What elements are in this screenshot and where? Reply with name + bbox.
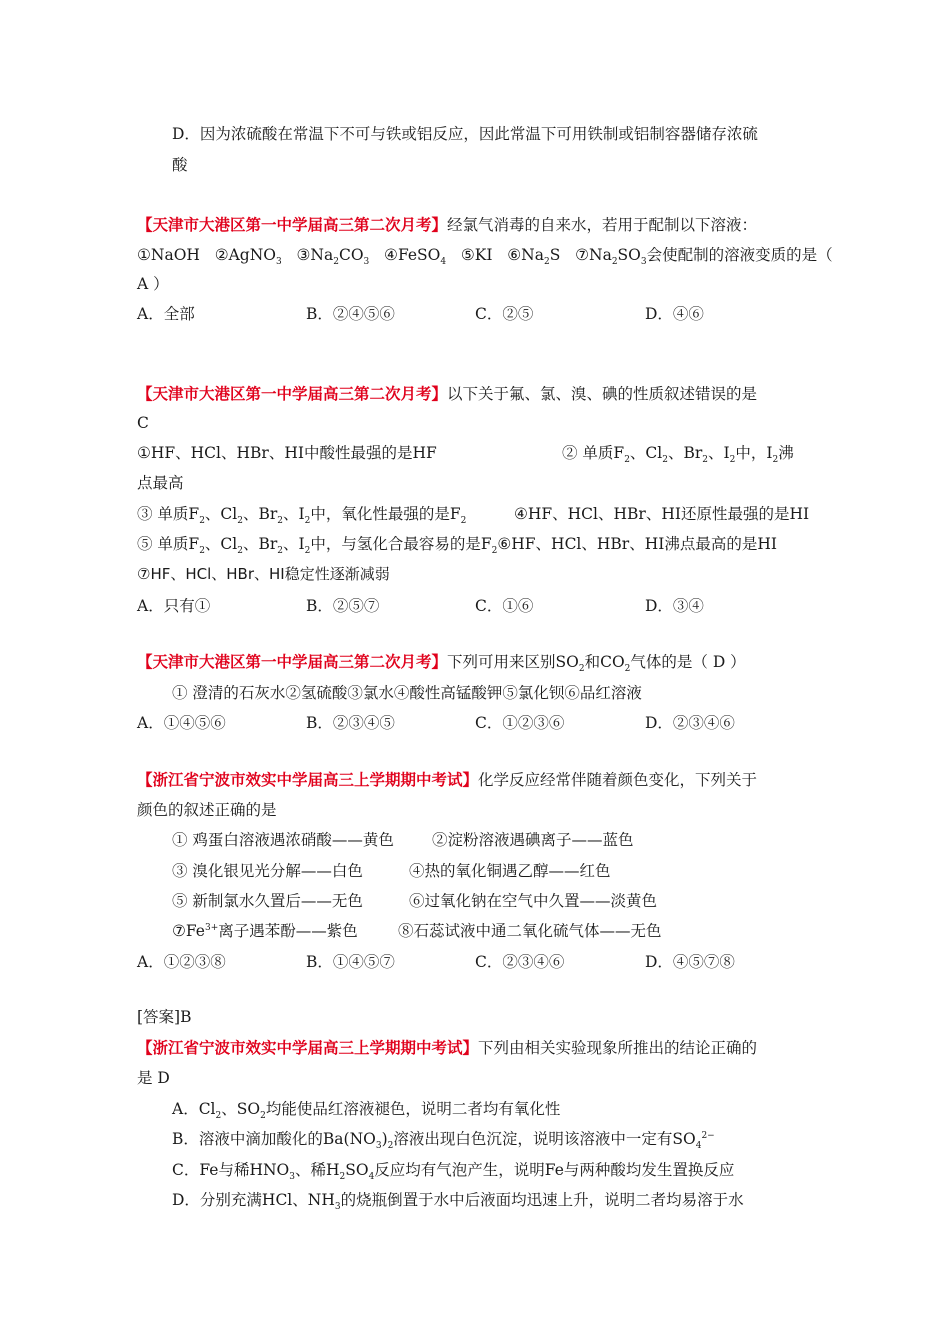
- q5-source: 【浙江省宁波市效实中学届高三上学期期中考试】: [137, 1039, 479, 1057]
- q4-item-7: $⑦Fe^{3+}$离子遇苯酚——紫色: [172, 922, 358, 940]
- q2-option-c: C．①⑥: [475, 597, 534, 615]
- q3-source: 【天津市大港区第一中学届高三第二次月考】: [137, 653, 448, 671]
- prev-option-d-line2: 酸: [172, 156, 188, 174]
- q2-statement-4: ④HF、HCl、HBr、HI还原性最强的是HI: [514, 505, 810, 523]
- q4-item-6: ⑥过氧化钠在空气中久置——淡黄色: [409, 892, 658, 910]
- q2-source: 【天津市大港区第一中学届高三第二次月考】: [137, 385, 448, 403]
- q4-stem-cont: 颜色的叙述正确的是: [137, 801, 277, 819]
- q1-answer: A ）: [137, 275, 169, 293]
- q3-option-a: A．①④⑤⑥: [137, 714, 226, 732]
- q2-stem: 以下关于氟、氯、溴、碘的性质叙述错误的是: [447, 385, 758, 403]
- q3-option-c: C．①②③⑥: [475, 714, 565, 732]
- q4-item-2: ②淀粉溶液遇碘离子——蓝色: [432, 831, 634, 849]
- q5-option-b: B．溶液中滴加酸化的$Ba(NO_3)_2$溶液出现白色沉淀，说明该溶液中一定有$SO_4^{2-}$: [172, 1130, 715, 1152]
- q1-source: 【天津市大港区第一中学届高三第二次月考】: [137, 216, 448, 234]
- q1-stem: 经氯气消毒的自来水，若用于配制以下溶液：: [447, 216, 758, 234]
- q1-option-a: A．全部: [137, 305, 195, 323]
- q1-items: ①NaOH ②AgNO$_3$ $③Na_2CO_3$ ④FeSO$_4$ ⑤KI $⑥Na_2S$ $⑦Na_2SO_3$会使配制的溶液变质的是（: [137, 246, 833, 268]
- q5-option-c: C．Fe与稀$HNO_3$、稀$H_2SO_4$反应均有气泡产生，说明Fe与两种酸均发生置换反应: [172, 1161, 735, 1183]
- q4-source: 【浙江省宁波市效实中学届高三上学期期中考试】: [137, 771, 479, 789]
- q2-statement-7: ⑦HF、HCl、HBr、HI稳定性逐渐减弱: [137, 565, 390, 583]
- q4-option-c: C．②③④⑥: [475, 953, 565, 971]
- q3-header: 【天津市大港区第一中学届高三第二次月考】下列可用来区别$SO_2$和$CO_2$气体的是（ D ）: [137, 653, 746, 675]
- q3-option-d: D．②③④⑥: [645, 714, 735, 732]
- q2-statement-5: ⑤ 单质$F_2$、$Cl_2$、$Br_2$、$I_2$中，与氢化合最容易的是$F_2⑥HF$、HCl、HBr、HI沸点最高的是HI: [137, 535, 777, 557]
- q1-option-b: B．②④⑤⑥: [306, 305, 395, 323]
- q4-header: 【浙江省宁波市效实中学届高三上学期期中考试】化学反应经常伴随着颜色变化，下列关于: [137, 771, 758, 789]
- q5-stem-cont: 是 D: [137, 1069, 170, 1087]
- q3-option-b: B．②③④⑤: [306, 714, 395, 732]
- q4-item-8: ⑧石蕊试液中通二氧化硫气体——无色: [398, 922, 662, 940]
- q4-item-3: ③ 溴化银见光分解——白色: [172, 862, 363, 880]
- q2-statement-1: ①HF、HCl、HBr、HI中酸性最强的是HF: [137, 444, 437, 462]
- q4-option-a: A．①②③⑧: [137, 953, 226, 971]
- prev-option-d-line1: D．因为浓硫酸在常温下不可与铁或铝反应，因此常温下可用铁制或铝制容器储存浓硫: [172, 125, 758, 143]
- q3-items: ① 澄清的石灰水②氢硫酸③氯水④酸性高锰酸钾⑤氯化钡⑥品红溶液: [172, 684, 642, 702]
- q5-header: 【浙江省宁波市效实中学届高三上学期期中考试】下列由相关实验现象所推出的结论正确的: [137, 1039, 758, 1057]
- q2-statement-3: ③ 单质$F_2$、$Cl_2$、$Br_2$、$I_2$中，氧化性最强的是$F_2$: [137, 505, 467, 527]
- q4-option-d: D．④⑤⑦⑧: [645, 953, 735, 971]
- q2-statement-2-cont: 点最高: [137, 474, 184, 492]
- q2-statement-2: ② 单质$F_2$、$Cl_2$、$Br_2$、$I_2$中，$I_2$沸: [562, 444, 794, 466]
- q4-option-b: B．①④⑤⑦: [306, 953, 395, 971]
- q2-answer: C: [137, 414, 149, 432]
- q2-header: [137, 384, 757, 404]
- q4-item-5: ⑤ 新制氯水久置后——无色: [172, 892, 363, 910]
- q2-option-d: D．③④: [645, 597, 704, 615]
- q4-item-1: ① 鸡蛋白溶液遇浓硝酸——黄色: [172, 831, 394, 849]
- q2-option-b: B．②⑤⑦: [306, 597, 380, 615]
- q4-answer: [答案]B: [137, 1008, 192, 1026]
- q2-option-a: A．只有①: [137, 597, 211, 615]
- q1-option-d: D．④⑥: [645, 305, 704, 323]
- q5-option-d: D．分别充满HCl、$NH_3$的烧瓶倒置于水中后液面均迅速上升，说明二者均易溶于水: [172, 1191, 744, 1213]
- q1-header: [137, 215, 757, 235]
- q1-option-c: C．②⑤: [475, 305, 534, 323]
- q4-item-4: ④热的氧化铜遇乙醇——红色: [409, 862, 611, 880]
- q5-option-a: A．$Cl_2$、$SO_2$均能使品红溶液褪色，说明二者均有氧化性: [172, 1100, 561, 1122]
